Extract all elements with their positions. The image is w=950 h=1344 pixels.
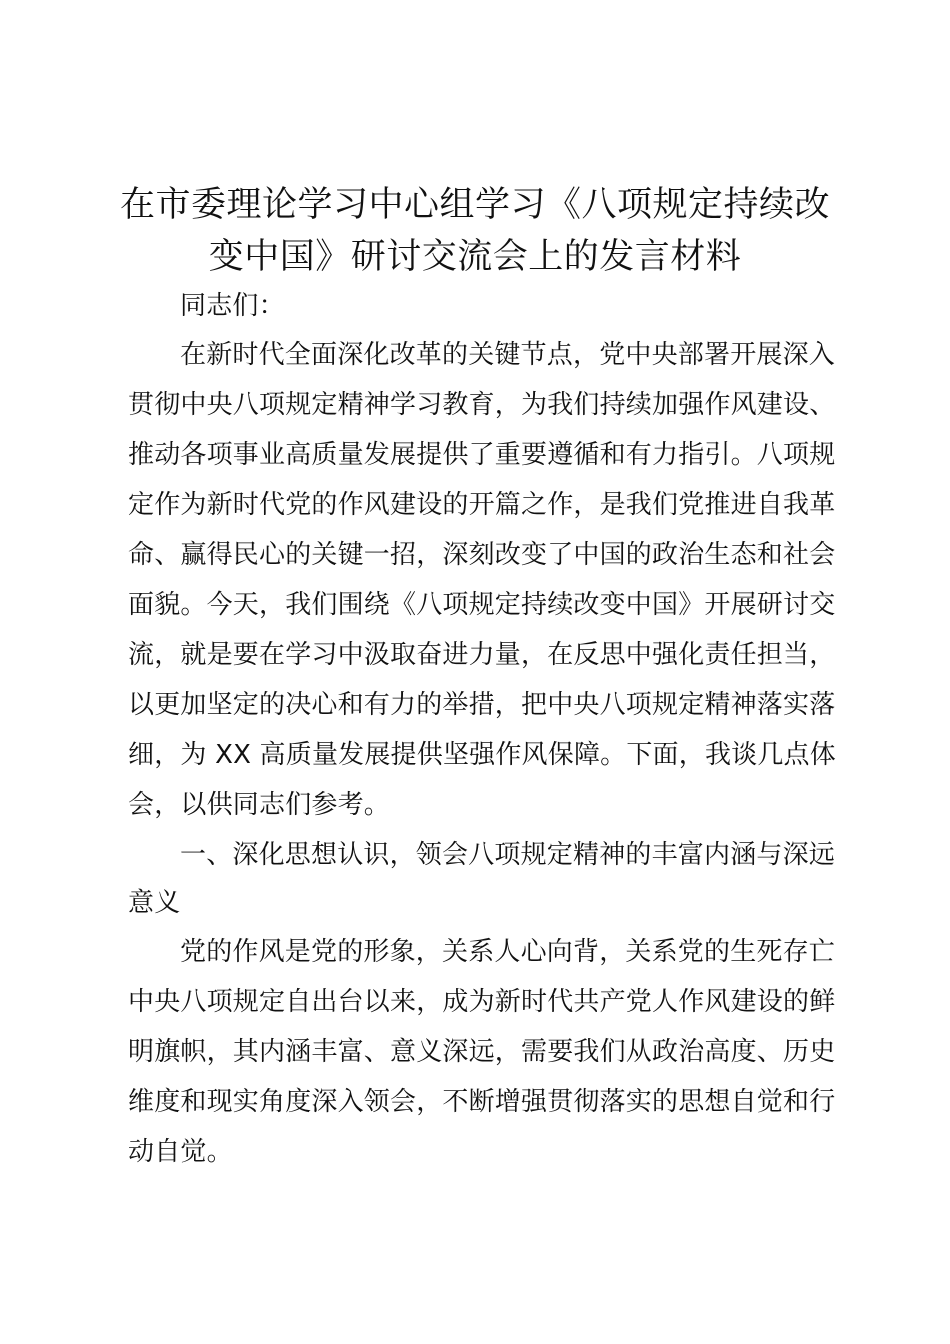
paragraph-1-line: 在新时代全面深化改革的关键节点，党中央部署开展深入: [180, 340, 836, 370]
section-heading-1-line: 意义: [128, 888, 181, 918]
paragraph-1-line: 命、赢得民心的关键一招，深刻改变了中国的政治生态和社会: [128, 540, 836, 570]
document-title-line-1: 在市委理论学习中心组学习《八项规定持续改: [120, 185, 831, 225]
paragraph-1-line: 面貌。今天，我们围绕《八项规定持续改变中国》开展研讨交: [128, 590, 836, 620]
paragraph-2-line: 中央八项规定自出台以来，成为新时代共产党人作风建设的鲜: [128, 987, 836, 1017]
paragraph-1-line: 以更加坚定的决心和有力的举措，把中央八项规定精神落实落: [128, 690, 836, 720]
document-title-line-2: 变中国》研讨交流会上的发言材料: [208, 237, 742, 277]
paragraph-2-line: 维度和现实角度深入领会，不断增强贯彻落实的思想自觉和行: [128, 1087, 836, 1117]
paragraph-1-line: 会，以供同志们参考。: [128, 790, 391, 820]
paragraph-1-line: 定作为新时代党的作风建设的开篇之作，是我们党推进自我革: [128, 490, 836, 520]
paragraph-2-line: 党的作风是党的形象，关系人心向背，关系党的生死存亡: [180, 937, 836, 967]
paragraph-1-line: 细，为 XX 高质量发展提供坚强作风保障。下面，我谈几点体: [128, 740, 836, 770]
paragraph-1-line: 推动各项事业高质量发展提供了重要遵循和有力指引。八项规: [128, 440, 836, 470]
salutation: 同志们：: [180, 291, 285, 321]
paragraph-1-line: 流，就是要在学习中汲取奋进力量，在反思中强化责任担当，: [128, 640, 836, 670]
section-heading-1-line: 一、深化思想认识，领会八项规定精神的丰富内涵与深远: [180, 840, 836, 870]
paragraph-2-line: 明旗帜，其内涵丰富、意义深远，需要我们从政治高度、历史: [128, 1037, 836, 1067]
paragraph-2-line: 动自觉。: [128, 1137, 233, 1167]
paragraph-1-line: 贯彻中央八项规定精神学习教育，为我们持续加强作风建设、: [128, 390, 836, 420]
